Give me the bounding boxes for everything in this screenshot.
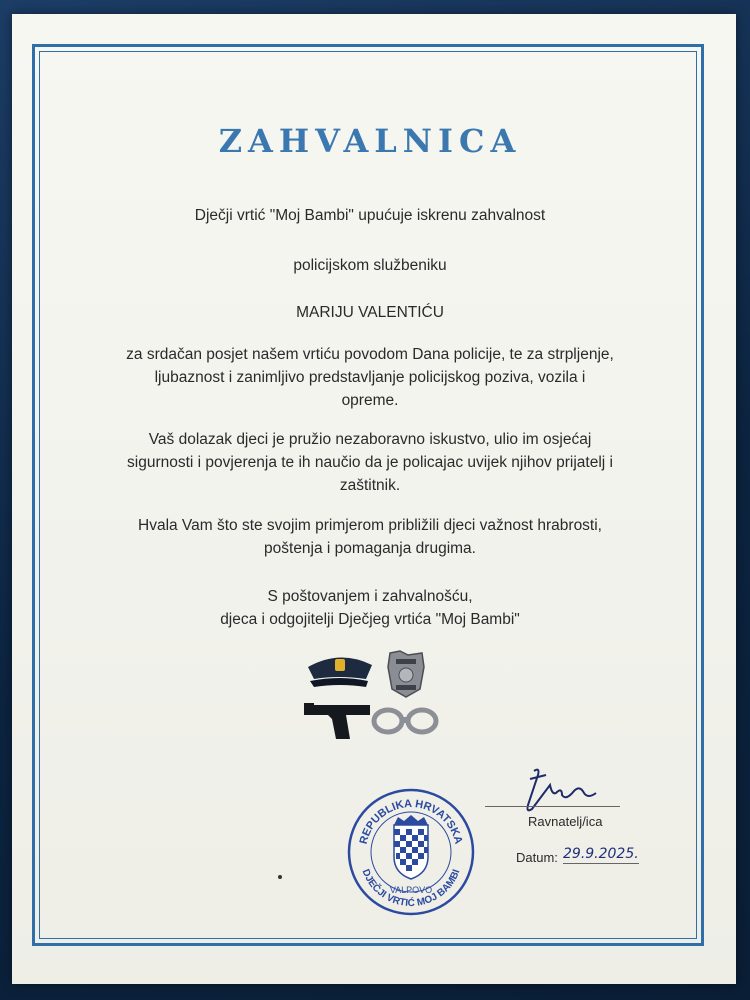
stamp-city: VALPOVO <box>389 885 433 895</box>
closing-line: djeca i odgojitelji Dječjeg vrtića "Moj Bambi" <box>220 611 520 628</box>
paragraph-line: sigurnosti i povjerenja te ih naučio da je policajac uvijek njihov prijatelj i <box>127 454 613 471</box>
paragraph-line: poštenja i pomaganja drugima. <box>264 540 476 557</box>
signature-line <box>485 806 620 807</box>
handcuffs-icon <box>374 710 436 732</box>
closing-line: S poštovanjem i zahvalnošću, <box>267 588 473 605</box>
date-label: Datum: <box>516 850 558 865</box>
police-icons <box>300 645 440 745</box>
stamp-top-text: REPUBLIKA HRVATSKA <box>357 797 465 846</box>
paragraph-line: opreme. <box>341 392 399 409</box>
certificate-title: ZAHVALNICA <box>218 122 522 160</box>
paragraph-line: Hvala Vam što ste svojim primjerom približili djeci važnost hrabrosti, <box>138 517 602 534</box>
coat-of-arms-icon <box>394 815 428 879</box>
official-stamp <box>346 787 476 917</box>
recipient-role: policijskom službeniku <box>293 257 447 274</box>
recipient-name: MARIJU VALENTIĆU <box>296 304 444 321</box>
date-value: 29.9.2025. <box>563 846 639 862</box>
paragraph-line: ljubaznost i zanimljivo predstavljanje policijskog poziva, vozila i <box>154 369 586 386</box>
pistol-icon <box>304 703 370 739</box>
police-cap-icon <box>308 657 372 687</box>
paragraph-line: Vaš dolazak djeci je pružio nezaboravno iskustvo, ulio im osjećaj <box>148 431 592 448</box>
stamp-bottom-text: DJEČJI VRTIĆ MOJ BAMBI <box>359 867 463 910</box>
director-label: Ravnatelj/ica <box>528 814 603 829</box>
paragraph-line: zaštitnik. <box>339 477 401 494</box>
police-badge-icon <box>388 651 424 697</box>
paper-mark <box>278 875 282 879</box>
paragraph-line: za srdačan posjet našem vrtiću povodom Dana policije, te za strpljenje, <box>126 346 614 363</box>
intro-text: Dječji vrtić "Moj Bambi" upućuje iskrenu zahvalnost <box>194 207 546 224</box>
